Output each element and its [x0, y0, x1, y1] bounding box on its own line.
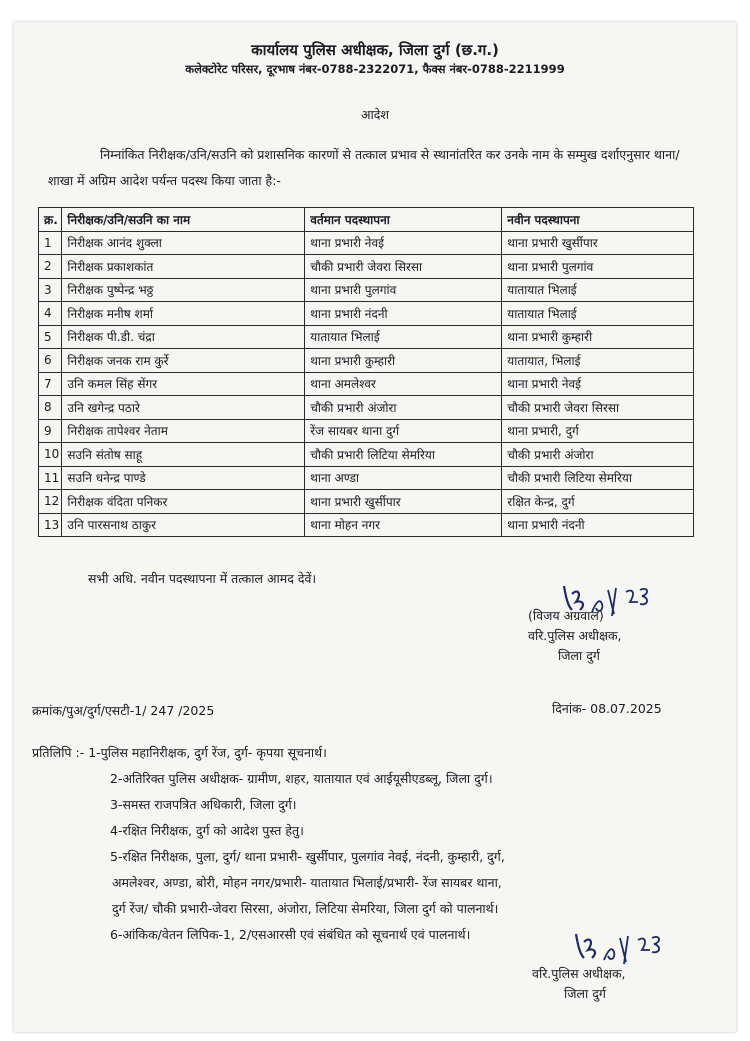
copy-item: 2-अतिरिक्त पुलिस अधीक्षक- ग्रामीण, शहर, यातायात एवं आईयूसीएडब्लू, जिला दुर्ग। [110, 771, 493, 786]
signatory-block-2 [532, 964, 626, 1004]
table-row [39, 255, 694, 279]
current-posting-cell: थाना प्रभारी नंदनी [305, 302, 502, 326]
name-cell: उनि कमल सिंह सेंगर [62, 372, 305, 396]
new-posting-cell: चौकी प्रभारी अंजोरा [502, 443, 694, 467]
serial-cell: 6 [39, 349, 62, 373]
signatory-name: (विजय अग्रवाल) [528, 608, 604, 623]
order-date: दिनांक- 08.07.2025 [552, 701, 662, 716]
table-row [39, 466, 694, 490]
new-posting-cell: यातायात भिलाई [502, 278, 694, 302]
copy-item: प्रतिलिपि :- 1-पुलिस महानिरीक्षक, दुर्ग रेंज, दुर्ग- कृपया सूचनार्थ। [32, 745, 327, 760]
signatory-designation: वरि.पुलिस अधीक्षक, [532, 966, 626, 981]
name-cell: निरीक्षक तापेश्वर नेताम [62, 419, 305, 443]
current-posting-cell: थाना मोहन नगर [305, 513, 502, 537]
current-posting-cell: थाना प्रभारी खुर्सीपार [305, 490, 502, 514]
serial-cell: 4 [39, 302, 62, 326]
current-posting-cell: रेंज सायबर थाना दुर्ग [305, 419, 502, 443]
order-intro: निम्नांकित निरीक्षक/उनि/सउनि को प्रशासनिक कारणों से तत्काल प्रभाव से स्थानांतरित कर उनके नाम के सम्मुख दर्शाएनुसार थाना/शाखा में अग्रिम आदेश पर्यन्त पदस्थ किया जाता है:- [48, 147, 680, 188]
new-posting-cell: थाना प्रभारी नेवई [502, 372, 694, 396]
office-heading: कार्यालय पुलिस अधीक्षक, जिला दुर्ग (छ.ग.) [251, 41, 499, 59]
order-title: आदेश [361, 107, 389, 122]
serial-cell: 2 [39, 255, 62, 279]
new-posting-cell: यातायात, भिलाई [502, 349, 694, 373]
name-cell: सउनि धनेन्द्र पाण्डे [62, 466, 305, 490]
name-cell: उनि पारसनाथ ठाकुर [62, 513, 305, 537]
current-posting-cell: थाना अण्डा [305, 466, 502, 490]
current-posting-cell: थाना अमलेश्वर [305, 372, 502, 396]
office-address: कलेक्टोरेट परिसर, दूरभाष नंबर-0788-2322071, फैक्स नंबर-0788-2211999 [185, 62, 565, 76]
table-header-row [39, 208, 694, 232]
serial-cell: 3 [39, 278, 62, 302]
table-row [39, 372, 694, 396]
name-cell: निरीक्षक मनीष शर्मा [62, 302, 305, 326]
current-posting-cell: यातायात भिलाई [305, 325, 502, 349]
copy-item: दुर्ग रेंज/ चौकी प्रभारी-जेवरा सिरसा, अंजोरा, लिटिया सेमरिया, जिला दुर्ग को पालनार्थ। [112, 901, 499, 916]
serial-cell: 11 [39, 466, 62, 490]
copy-item: 5-रक्षित निरीक्षक, पुला, दुर्ग/ थाना प्रभारी- खुर्सीपार, पुलगांव नेवई, नंदनी, कुम्हारी, दुर्ग, [110, 849, 505, 864]
name-cell: निरीक्षक पुष्पेन्द्र भठ्ठ [62, 278, 305, 302]
name-cell: निरीक्षक वंदिता पनिकर [62, 490, 305, 514]
current-posting-cell: थाना प्रभारी नेवई [305, 231, 502, 255]
name-cell: निरीक्षक जनक राम कुर्रे [62, 349, 305, 373]
new-posting-cell: यातायात भिलाई [502, 302, 694, 326]
current-posting-cell: थाना प्रभारी कुम्हारी [305, 349, 502, 373]
new-posting-cell: चौकी प्रभारी लिटिया सेमरिया [502, 466, 694, 490]
table-row [39, 349, 694, 373]
copy-item: अमलेश्वर, अण्डा, बोरी, मोहन नगर/प्रभारी- यातायात भिलाई/प्रभारी- रेंज सायबर थाना, [112, 875, 502, 890]
name-cell: निरीक्षक पी.डी. चंद्रा [62, 325, 305, 349]
joining-instruction: सभी अधि. नवीन पदस्थापना में तत्काल आमद देवें। [88, 571, 317, 586]
table-row [39, 302, 694, 326]
current-posting-cell: चौकी प्रभारी लिटिया सेमरिया [305, 443, 502, 467]
serial-cell: 1 [39, 231, 62, 255]
transfer-table [38, 207, 694, 537]
memo-number: क्रमांक/पुअ/दुर्ग/एसटी-1/ 247 /2025 [32, 703, 215, 718]
name-cell: निरीक्षक प्रकाशकांत [62, 255, 305, 279]
table-row [39, 231, 694, 255]
signatory-designation: वरि.पुलिस अधीक्षक, [528, 628, 622, 643]
current-posting-cell: थाना प्रभारी पुलगांव [305, 278, 502, 302]
signatory-district: जिला दुर्ग [564, 986, 606, 1001]
serial-cell: 9 [39, 419, 62, 443]
name-cell: उनि खगेन्द्र पठारे [62, 396, 305, 420]
serial-cell: 8 [39, 396, 62, 420]
new-posting-cell: थाना प्रभारी कुम्हारी [502, 325, 694, 349]
new-posting-cell: थाना प्रभारी पुलगांव [502, 255, 694, 279]
header-serial: क्र. [39, 208, 62, 232]
copy-item: 4-रक्षित निरीक्षक, दुर्ग को आदेश पुस्त हेतु। [110, 823, 304, 838]
new-posting-cell: चौकी प्रभारी जेवरा सिरसा [502, 396, 694, 420]
table-row [39, 443, 694, 467]
table-row [39, 325, 694, 349]
current-posting-cell: चौकी प्रभारी जेवरा सिरसा [305, 255, 502, 279]
new-posting-cell: थाना प्रभारी नंदनी [502, 513, 694, 537]
copy-to-list [32, 740, 505, 948]
name-cell: सउनि संतोष साहू [62, 443, 305, 467]
table-row [39, 513, 694, 537]
serial-cell: 7 [39, 372, 62, 396]
new-posting-cell: थाना प्रभारी खुर्सीपार [502, 231, 694, 255]
serial-cell: 5 [39, 325, 62, 349]
new-posting-cell: थाना प्रभारी, दुर्ग [502, 419, 694, 443]
name-cell: निरीक्षक आनंद शुक्ला [62, 231, 305, 255]
table-row [39, 396, 694, 420]
header-name: निरीक्षक/उनि/सउनि का नाम [62, 208, 305, 232]
header-current-posting: वर्तमान पदस्थापना [305, 208, 502, 232]
current-posting-cell: चौकी प्रभारी अंजोरा [305, 396, 502, 420]
new-posting-cell: रक्षित केन्द्र, दुर्ग [502, 490, 694, 514]
serial-cell: 13 [39, 513, 62, 537]
table-row [39, 278, 694, 302]
copy-item: 6-आंकिक/वेतन लिपिक-1, 2/एसआरसी एवं संबंधित को सूचनार्थ एवं पालनार्थ। [110, 927, 471, 942]
header-new-posting: नवीन पदस्थापना [502, 208, 694, 232]
copy-item: 3-समस्त राजपत्रित अधिकारी, जिला दुर्ग। [110, 797, 297, 812]
table-row [39, 490, 694, 514]
serial-cell: 12 [39, 490, 62, 514]
signatory-district: जिला दुर्ग [558, 648, 600, 663]
signatory-block-1 [528, 606, 622, 666]
table-row [39, 419, 694, 443]
serial-cell: 10 [39, 443, 62, 467]
